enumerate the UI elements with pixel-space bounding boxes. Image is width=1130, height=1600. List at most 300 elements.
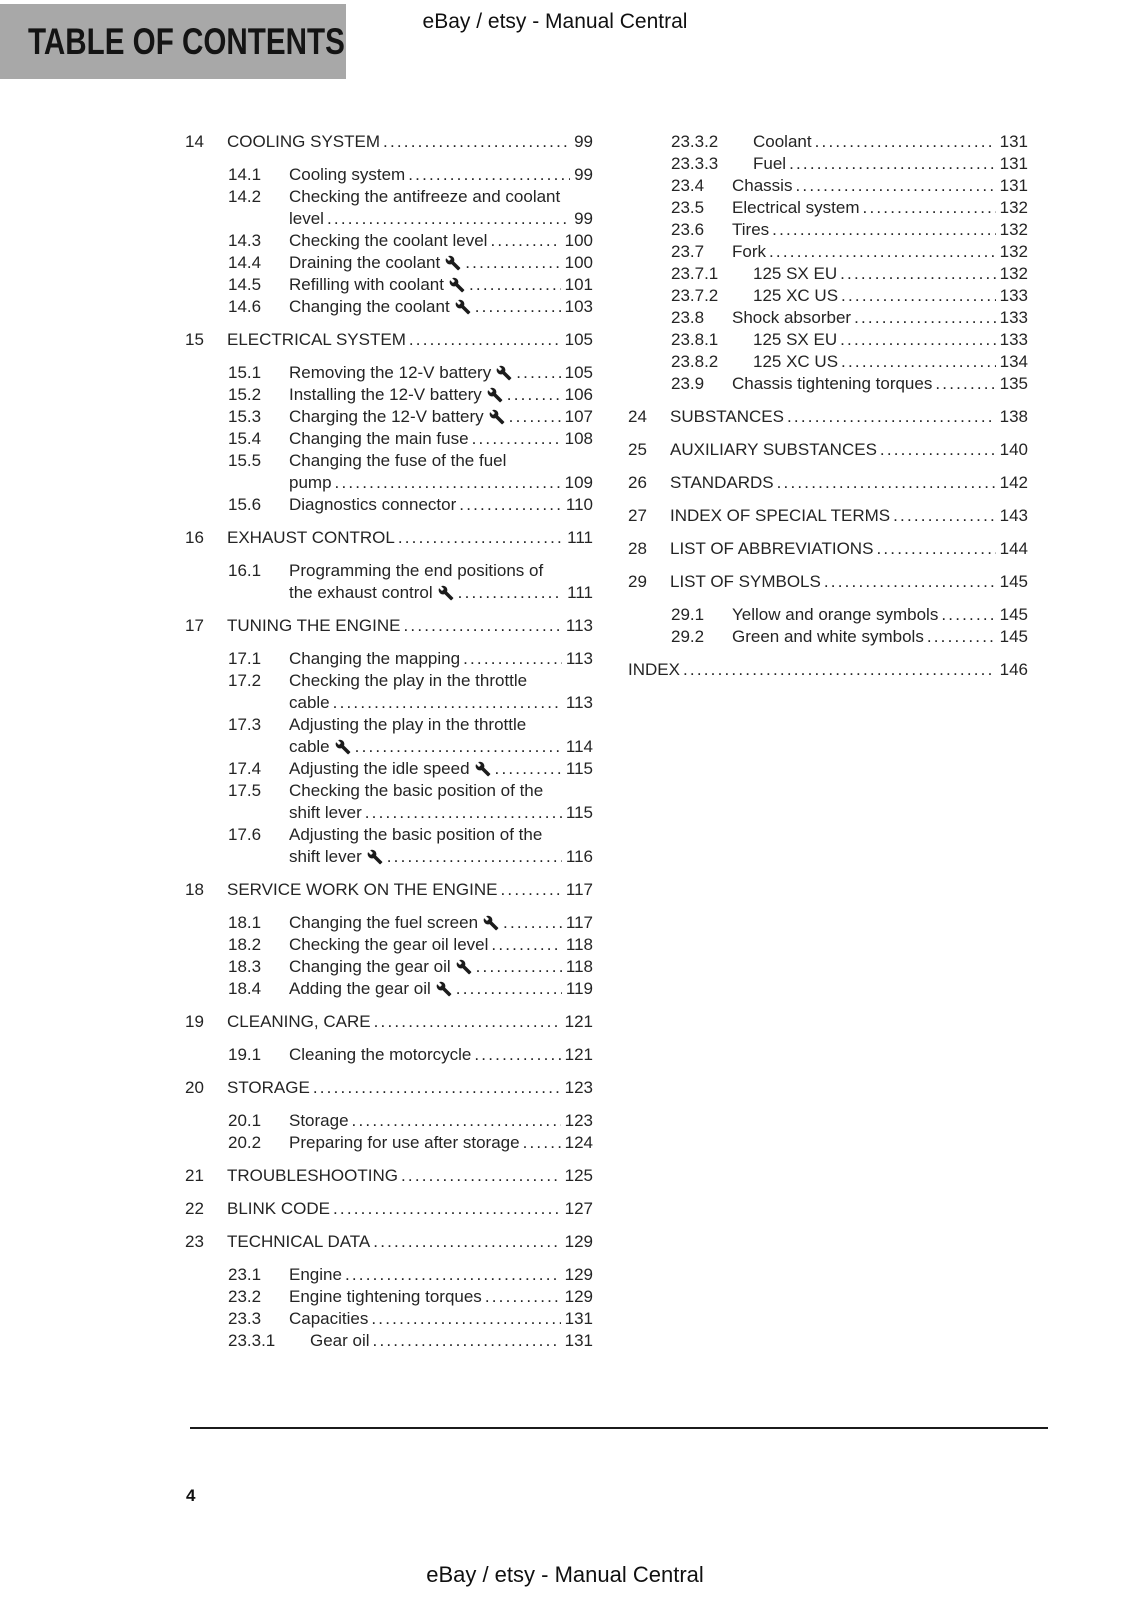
entry-number: 23.7.2 (671, 286, 719, 305)
entry-page: 113 (565, 616, 593, 635)
entry-body (732, 219, 1028, 241)
entry-title: LIST OF SYMBOLS (670, 572, 821, 591)
entry-body (670, 406, 1028, 428)
toc-entry-28 (628, 538, 1028, 560)
entry-page: 121 (564, 1012, 593, 1031)
entry-page: 117 (565, 880, 593, 899)
entry-body (289, 252, 593, 274)
toc-entry-23.6 (628, 219, 1028, 241)
entry-lastline (289, 164, 593, 186)
entry-lastline (227, 527, 593, 549)
entry-title: COOLING SYSTEM (227, 132, 381, 151)
entry-body (289, 1286, 593, 1308)
dot-leader (352, 1110, 561, 1132)
entry-title: Engine (289, 1265, 342, 1284)
entry-title: Refilling with coolant (289, 275, 444, 294)
entry-body (289, 1264, 593, 1286)
toc-entry-29 (628, 571, 1028, 593)
toc-column-right (628, 131, 1028, 692)
entry-title: level (289, 209, 324, 228)
entry-number: 23.7.1 (671, 264, 719, 283)
dot-leader (463, 648, 562, 670)
entry-number: 17.2 (228, 671, 262, 690)
toc-entry-18.1 (185, 912, 593, 934)
entry-title: CLEANING, CARE (227, 1012, 371, 1031)
toc-entry-18 (185, 879, 593, 901)
toc-entry-23.8.2 (628, 351, 1028, 373)
toc-entry-16.1 (185, 560, 593, 604)
entry-title: Changing the fuel screen (289, 913, 479, 932)
entry-title: Engine tightening torques (289, 1287, 482, 1306)
toc-entry-23.7.1 (628, 263, 1028, 285)
entry-body (289, 934, 593, 956)
entry-lastline (227, 1198, 593, 1220)
toc-entry-29.2 (628, 626, 1028, 648)
entry-number: 23.7 (671, 242, 705, 261)
entry-title: Preparing for use after storage (289, 1133, 520, 1152)
entry-page: 133 (999, 330, 1028, 349)
entry-page: 140 (999, 440, 1028, 459)
dot-leader (840, 263, 996, 285)
entry-number: 19 (185, 1012, 204, 1031)
entry-lastline (227, 1077, 593, 1099)
toc-entry-23.5 (628, 197, 1028, 219)
entry-number: 22 (185, 1199, 204, 1218)
toc-entry-15.3 (185, 406, 593, 428)
toc-entry-20.2 (185, 1132, 593, 1154)
entry-page: 143 (999, 506, 1028, 525)
entry-title: AUXILIARY SUBSTANCES (670, 440, 877, 459)
entry-lastline (753, 351, 1028, 373)
entry-body (289, 780, 593, 824)
wrench-icon (438, 585, 454, 601)
dot-leader (516, 362, 560, 384)
entry-lastline (670, 538, 1028, 560)
entry-title: SUBSTANCES (670, 407, 784, 426)
entry-body (753, 131, 1028, 153)
dot-leader (815, 131, 996, 153)
entry-body (732, 175, 1028, 197)
toc-entry-20 (185, 1077, 593, 1099)
entry-body (289, 1308, 593, 1330)
entry-lastline (289, 934, 593, 956)
entry-page: 103 (564, 297, 593, 316)
wrench-icon (455, 299, 471, 315)
entry-number: 17.5 (228, 781, 262, 800)
toc-entry-17.2 (185, 670, 593, 714)
entry-number: 15.3 (228, 407, 262, 426)
toc-entry-23.7 (628, 241, 1028, 263)
entry-page: 99 (574, 165, 593, 184)
dot-leader (824, 571, 996, 593)
entry-body (227, 1231, 593, 1253)
toc-entry-26 (628, 472, 1028, 494)
entry-page: 129 (564, 1265, 593, 1284)
entry-body (670, 439, 1028, 461)
footer-rule (190, 1427, 1048, 1429)
entry-body (289, 1044, 593, 1066)
entry-lastline (289, 1264, 593, 1286)
entry-page: 132 (999, 220, 1028, 239)
entry-page: 111 (567, 583, 593, 602)
toc-column-left (185, 131, 593, 1352)
entry-page: 131 (564, 1331, 593, 1350)
entry-title: Changing the coolant (289, 297, 450, 316)
entry-page: 117 (565, 913, 593, 932)
entry-lastline (310, 1330, 593, 1352)
entry-lastline (289, 912, 593, 934)
entry-title: Capacities (289, 1309, 369, 1328)
entry-number: 14 (185, 132, 204, 151)
entry-title: SERVICE WORK ON THE ENGINE (227, 880, 498, 899)
entry-body (227, 131, 593, 153)
entry-lastline (289, 692, 593, 714)
entry-title: shift lever (289, 803, 362, 822)
entry-page: 109 (564, 473, 593, 492)
entry-number: 23.5 (671, 198, 705, 217)
toc-entry-23.3 (185, 1308, 593, 1330)
entry-title: EXHAUST CONTROL (227, 528, 395, 547)
entry-lastline (753, 263, 1028, 285)
entry-lastline (289, 362, 593, 384)
entry-lastline (227, 1231, 593, 1253)
entry-title-line: Changing the fuse of the fuel (289, 451, 507, 470)
entry-body (753, 153, 1028, 175)
entry-page: 129 (564, 1287, 593, 1306)
entry-lastline (628, 659, 1028, 681)
toc-entry-27 (628, 505, 1028, 527)
entry-number: 17 (185, 616, 204, 635)
entry-number: 18 (185, 880, 204, 899)
entry-title: Cooling system (289, 165, 406, 184)
entry-body (227, 615, 593, 637)
entry-lastline (670, 472, 1028, 494)
entry-body (289, 164, 593, 186)
entry-title: 125 XC US (753, 352, 839, 371)
toc-entry-17.1 (185, 648, 593, 670)
entry-page: 131 (999, 176, 1028, 195)
toc-entry-23.3.1 (185, 1330, 593, 1352)
entry-body (289, 648, 593, 670)
entry-page: 133 (999, 286, 1028, 305)
entry-page: 107 (564, 407, 593, 426)
entry-page: 145 (999, 605, 1028, 624)
entry-lastline (289, 494, 593, 516)
entry-lastline (289, 846, 593, 868)
entry-page: 105 (564, 363, 593, 382)
entry-title: Changing the mapping (289, 649, 461, 668)
dot-leader (683, 659, 996, 681)
dot-leader (507, 384, 561, 406)
entry-page: 108 (564, 429, 593, 448)
wrench-icon (436, 981, 452, 997)
entry-lastline (289, 274, 593, 296)
entry-number: 23.3.1 (228, 1331, 276, 1350)
entry-lastline (289, 208, 593, 230)
dot-leader (333, 1198, 561, 1220)
dot-leader (345, 1264, 561, 1286)
entry-number: 15.2 (228, 385, 262, 404)
entry-body (289, 428, 593, 450)
entry-page: 135 (999, 374, 1028, 393)
wrench-icon (483, 915, 499, 931)
toc-entry-16 (185, 527, 593, 549)
entry-body (227, 1011, 593, 1033)
entry-body (289, 406, 593, 428)
entry-page: 131 (999, 154, 1028, 173)
entry-page: 132 (999, 198, 1028, 217)
dot-leader (485, 1286, 561, 1308)
entry-title-line: Checking the basic position of the (289, 781, 544, 800)
dot-leader (927, 626, 996, 648)
entry-number: 23 (185, 1232, 204, 1251)
entry-title: Fork (732, 242, 766, 261)
dot-leader (373, 1330, 561, 1352)
entry-lastline (732, 604, 1028, 626)
entry-lastline (289, 384, 593, 406)
entry-number: 28 (628, 539, 647, 558)
entry-number: 29 (628, 572, 647, 591)
entry-title: Coolant (753, 132, 812, 151)
dot-leader (327, 208, 570, 230)
entry-page: 121 (564, 1045, 593, 1064)
entry-lastline (289, 1110, 593, 1132)
dot-leader (403, 615, 561, 637)
entry-body (289, 758, 593, 780)
toc-entry-17.4 (185, 758, 593, 780)
entry-number: 14.3 (228, 231, 262, 250)
toc-entry-23.8 (628, 307, 1028, 329)
entry-body (670, 538, 1028, 560)
dot-leader (490, 230, 560, 252)
entry-page: 133 (999, 308, 1028, 327)
entry-title: TROUBLESHOOTING (227, 1166, 398, 1185)
dot-leader (854, 307, 996, 329)
wrench-icon (496, 365, 512, 381)
toc-entry-17.5 (185, 780, 593, 824)
entry-body (670, 571, 1028, 593)
entry-number: 16 (185, 528, 204, 547)
entry-title: STANDARDS (670, 473, 774, 492)
dot-leader (459, 494, 562, 516)
entry-number: 14.6 (228, 297, 262, 316)
entry-page: 131 (564, 1309, 593, 1328)
entry-number: 14.1 (228, 165, 262, 184)
entry-number: 18.3 (228, 957, 262, 976)
toc-entry-24 (628, 406, 1028, 428)
entry-number: 29.1 (671, 605, 705, 624)
entry-title: STORAGE (227, 1078, 310, 1097)
dot-leader (777, 472, 996, 494)
entry-lastline (227, 329, 593, 351)
entry-number: 23.4 (671, 176, 705, 195)
entry-page: 125 (564, 1166, 593, 1185)
entry-body (289, 978, 593, 1000)
entry-number: 23.3.2 (671, 132, 719, 151)
entry-title: Changing the main fuse (289, 429, 469, 448)
dot-leader (503, 912, 562, 934)
entry-number: 26 (628, 473, 647, 492)
entry-title: Yellow and orange symbols (732, 605, 939, 624)
entry-number: 15.4 (228, 429, 262, 448)
entry-lastline (289, 1308, 593, 1330)
page-number: 4 (186, 1486, 196, 1505)
entry-lastline (227, 879, 593, 901)
entry-number: 19.1 (228, 1045, 262, 1064)
entry-page: 100 (564, 253, 593, 272)
entry-lastline (289, 802, 593, 824)
entry-body (289, 362, 593, 384)
entry-page: 99 (574, 132, 593, 151)
entry-number: 16.1 (228, 561, 262, 580)
entry-number: 23.8.1 (671, 330, 719, 349)
entry-page: 113 (565, 649, 593, 668)
entry-number: 15.5 (228, 451, 262, 470)
entry-lastline (227, 131, 593, 153)
entry-title: Chassis tightening torques (732, 374, 933, 393)
entry-body (753, 263, 1028, 285)
entry-body (289, 384, 593, 406)
toc-entry-14 (185, 131, 593, 153)
entry-title: Charging the 12-V battery (289, 407, 484, 426)
entry-page: 115 (565, 803, 593, 822)
entry-body (289, 912, 593, 934)
entry-title: shift lever (289, 847, 362, 866)
toc-entry-22 (185, 1198, 593, 1220)
entry-title: Adjusting the idle speed (289, 759, 470, 778)
entry-body (732, 626, 1028, 648)
entry-lastline (753, 329, 1028, 351)
wrench-icon (367, 849, 383, 865)
toc-entry-index (628, 659, 1028, 681)
entry-lastline (732, 373, 1028, 395)
entry-body (227, 1165, 593, 1187)
toc-entry-17 (185, 615, 593, 637)
toc-entry-23.8.1 (628, 329, 1028, 351)
entry-page: 105 (564, 330, 593, 349)
entry-title: ELECTRICAL SYSTEM (227, 330, 406, 349)
entry-page: 146 (999, 660, 1028, 679)
dot-leader (841, 285, 996, 307)
dot-leader (474, 1044, 560, 1066)
dot-leader (769, 241, 996, 263)
toc-entry-14.6 (185, 296, 593, 318)
entry-title: Changing the gear oil (289, 957, 451, 976)
dot-leader (335, 472, 561, 494)
entry-page: 138 (999, 407, 1028, 426)
entry-number: 18.2 (228, 935, 262, 954)
entry-lastline (289, 648, 593, 670)
wrench-icon (445, 255, 461, 271)
entry-lastline (289, 1044, 593, 1066)
entry-lastline (753, 153, 1028, 175)
entry-page: 99 (574, 209, 593, 228)
entry-body (227, 1077, 593, 1099)
dot-leader (491, 934, 561, 956)
dot-leader (371, 1308, 560, 1330)
entry-number: 23.8.2 (671, 352, 719, 371)
dot-leader (456, 978, 562, 1000)
entry-title: Tires (732, 220, 770, 239)
entry-title: Checking the coolant level (289, 231, 488, 250)
entry-number: 27 (628, 506, 647, 525)
dot-leader (409, 329, 561, 351)
entry-page: 101 (564, 275, 593, 294)
wrench-icon (449, 277, 465, 293)
entry-title-line: Checking the antifreeze and coolant (289, 187, 561, 206)
toc-entry-23.7.2 (628, 285, 1028, 307)
wrench-icon (487, 387, 503, 403)
dot-leader (365, 802, 562, 824)
entry-body (753, 351, 1028, 373)
entry-lastline (732, 219, 1028, 241)
entry-body (732, 307, 1028, 329)
dot-leader (500, 879, 561, 901)
toc-entry-14.2 (185, 186, 593, 230)
entry-title: Cleaning the motorcycle (289, 1045, 472, 1064)
entry-number: 14.5 (228, 275, 262, 294)
dot-leader (880, 439, 996, 461)
toc-entry-23.3.3 (628, 153, 1028, 175)
entry-lastline (670, 571, 1028, 593)
entry-body (227, 527, 593, 549)
entry-title-line: Adjusting the basic position of the (289, 825, 543, 844)
entry-number: 14.2 (228, 187, 262, 206)
dot-leader (383, 131, 570, 153)
entry-body (732, 373, 1028, 395)
entry-lastline (289, 252, 593, 274)
entry-title: Chassis (732, 176, 793, 195)
entry-lastline (289, 1286, 593, 1308)
entry-lastline (670, 505, 1028, 527)
entry-page: 145 (999, 627, 1028, 646)
wrench-icon (489, 409, 505, 425)
entry-number: 18.4 (228, 979, 262, 998)
dot-leader (465, 252, 560, 274)
entry-lastline (289, 428, 593, 450)
entry-title: INDEX OF SPECIAL TERMS (670, 506, 891, 525)
entry-title: cable (289, 737, 330, 756)
entry-number: 29.2 (671, 627, 705, 646)
entry-title: Diagnostics connector (289, 495, 457, 514)
entry-title: INDEX (628, 660, 680, 679)
entry-number: 23.6 (671, 220, 705, 239)
toc-entry-15.1 (185, 362, 593, 384)
entry-lastline (227, 1165, 593, 1187)
toc-entry-23.1 (185, 1264, 593, 1286)
dot-leader (355, 736, 562, 758)
entry-lastline (227, 1011, 593, 1033)
entry-lastline (289, 406, 593, 428)
dot-leader (476, 956, 562, 978)
entry-page: 144 (999, 539, 1028, 558)
entry-body (670, 472, 1028, 494)
dot-leader (374, 1011, 561, 1033)
toc-entry-19.1 (185, 1044, 593, 1066)
toc-entry-15.5 (185, 450, 593, 494)
entry-lastline (732, 197, 1028, 219)
dot-leader (333, 692, 562, 714)
dot-leader (469, 274, 561, 296)
entry-body (289, 670, 593, 714)
entry-page: 132 (999, 242, 1028, 261)
entry-body (732, 197, 1028, 219)
entry-lastline (753, 131, 1028, 153)
toc-entry-23.4 (628, 175, 1028, 197)
entry-page: 118 (565, 935, 593, 954)
entry-lastline (289, 978, 593, 1000)
dot-leader (373, 1231, 560, 1253)
